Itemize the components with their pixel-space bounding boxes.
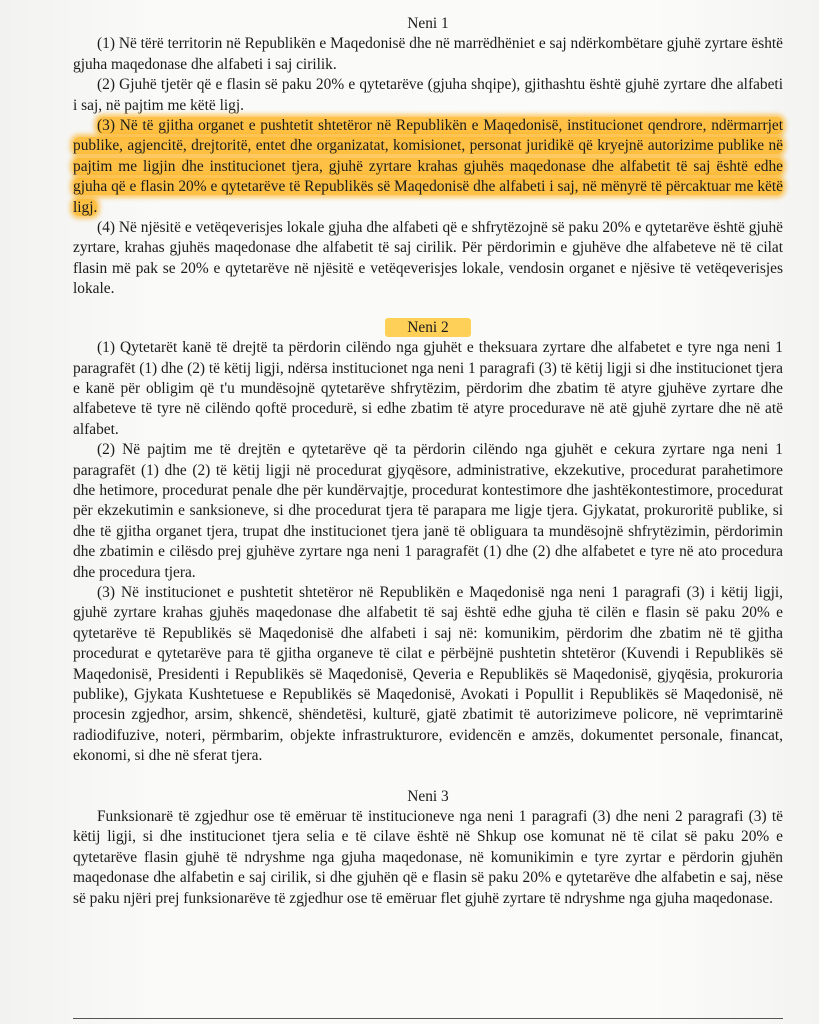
article-1-title: Neni 1 xyxy=(407,15,449,32)
article-2-paragraph-2: (2) Në pajtim me të drejtën e qytetarëve që ta përdorin cilëndo nga gjuhët e cekura zyrtare nga neni 1 paragrafët (1) dhe (2) të këtij ligji në procedurat gjyqësore, administrative, ekzekutive, procedurat parahetimore dhe hetimore, procedurat penale dhe për kundërvajtje, procedurat kontestimore dhe jashtëkontestimore, procedurat për ekzekutimin e sanksioneve, si dhe procedurat tjera të parapara me ligje tjera. Gjykatat, prokuroritë publike, si dhe të gjitha organet tjera, trupat dhe institucionet tjera janë të obliguara ta mundësojnë shfrytëzimin, përdorimin dhe zbatimin e cilësdo prej gjuhëve zyrtare nga neni 1 paragrafët (1) dhe (2) dhe alfabetet e tyre në ato procedura dhe procedura tjera. xyxy=(73,441,783,581)
article-1-paragraph-1: (1) Në tërë territorin në Republikën e Maqedonisë dhe në marrëdhëniet e saj ndërkombëtare gjuhë zyrtare është gjuha maqedonase dhe alfabeti i saj cirilik. xyxy=(73,35,783,73)
article-1-paragraph-2: (2) Gjuhë tjetër që e flasin së paku 20% e qytetarëve (gjuha shqipe), gjithashtu është gjuhë zyrtare dhe alfabeti i saj, në pajtim me këtë ligj. xyxy=(73,76,783,114)
document-body xyxy=(73,14,783,909)
article-3 xyxy=(73,787,783,909)
article-1-paragraph-4: (4) Në njësitë e vetëqeverisjes lokale gjuha dhe alfabeti që e shfrytëzojnë së paku 20% e qytetarëve është gjuhë zyrtare, krahas gjuhës maqedonase dhe alfabetit të saj cirilik. Për përdorimin e gjuhëve dhe alfabeteve në të cilat flasin më pak se 20% e qytetarëve në njësitë e vetëqeverisjes lokale, vendosin organet e njësive të vetëqeverisjes lokale. xyxy=(73,219,783,298)
article-1-paragraph-3 xyxy=(73,116,783,218)
article-2-paragraph-3: (3) Në institucionet e pushtetit shtetëror në Republikën e Maqedonisë nga neni 1 paragrafi (3) i këtij ligji, gjuhë zyrtare krahas gjuhës maqedonase dhe alfabetit të saj është edhe gjuha të cilën e flasin së paku 20% e qytetarëve të Republikës së Maqedonisë dhe alfabeti i saj në: komunikim, përdorim dhe zbatim në të gjitha procedurat e qytetarëve para të gjitha organeve të cilat e përbëjnë pushtetin shtetëror (Kuvendi i Republikës së Maqedonisë, Presidenti i Republikës së Maqedonisë, Qeveria e Republikës së Maqedonisë, gjyqësia, prokuroria publike), Gjykata Kushtetuese e Republikës së Maqedonisë, Avokati i Popullit i Republikës së Maqedonisë, në procesin zgjedhor, arsim, shkencë, shëndetësi, kulturë, gjatë zbatimit të autorizimeve policore, në veprimtarinë radiodifuzive, noteri, përmbarim, objekte infrastrukturore, evidencën e amzës, dokumentet personale, financat, ekonomi, si dhe në sferat tjera. xyxy=(73,583,783,765)
article-1 xyxy=(73,14,783,300)
footer-divider xyxy=(73,1018,783,1019)
article-2-title-wrap xyxy=(73,318,783,338)
article-2 xyxy=(73,318,783,767)
article-2-paragraph-1: (1) Qytetarët kanë të drejtë ta përdorin cilëndo nga gjuhët e theksuara zyrtare dhe alfabetet e tyre nga neni 1 paragrafët (1) dhe (2) të këtij ligji, ndërsa institucionet nga neni 1 paragrafi (3) të këtij ligji si dhe institucionet tjera e kanë për obligim që t'u mundësojnë qytetarëve shfrytëzim, përdorim dhe zbatim të atyre gjuhëve zyrtare dhe alfabeteve të tyre në cilëndo qoftë procedurë, si edhe zbatim të atyre procedurave në atë gjuhë zyrtare dhe në atë alfabet. xyxy=(73,339,783,438)
article-3-title: Neni 3 xyxy=(407,787,449,805)
article-3-paragraph-1: Funksionarë të zgjedhur ose të emëruar të institucioneve nga neni 1 paragrafi (3) dhe neni 2 paragrafi (3) të këtij ligji, si dhe institucionet tjera selia e të cilave është në Shkup ose komunat në të cilat së paku 20% e qytetarëve flasin gjuhë të ndryshme nga gjuha maqedonase, në komunikimin e tyre zyrtar e përdorin gjuhën maqedonase dhe alfabetin e saj cirilik, si dhe gjuhën që e flasin së paku 20% e qytetarëve dhe alfabetin e saj, nëse së paku njëri prej funksionarëve të zgjedhur ose të emëruar flet gjuhë zyrtare të ndryshme nga gjuha maqedonase. xyxy=(73,808,783,907)
highlighted-text: (3) Në të gjitha organet e pushtetit shtetëror në Republikën e Maqedonisë, institucionet qendrore, ndërmarrjet publike, agjencitë, drejtoritë, entet dhe organizatat, komisionet, personat juridikë që kryejnë autorizime publike në pajtim me ligjin dhe institucionet tjera, gjuhë zyrtare krahas gjuhës maqedonase dhe alfabetit të saj është edhe gjuha që e flasin 20% e qytetarëve të Republikës së Maqedonisë dhe alfabeti i saj, në mënyrë të përcaktuar me këtë ligj. xyxy=(73,117,783,216)
article-2-title: Neni 2 xyxy=(385,318,470,337)
